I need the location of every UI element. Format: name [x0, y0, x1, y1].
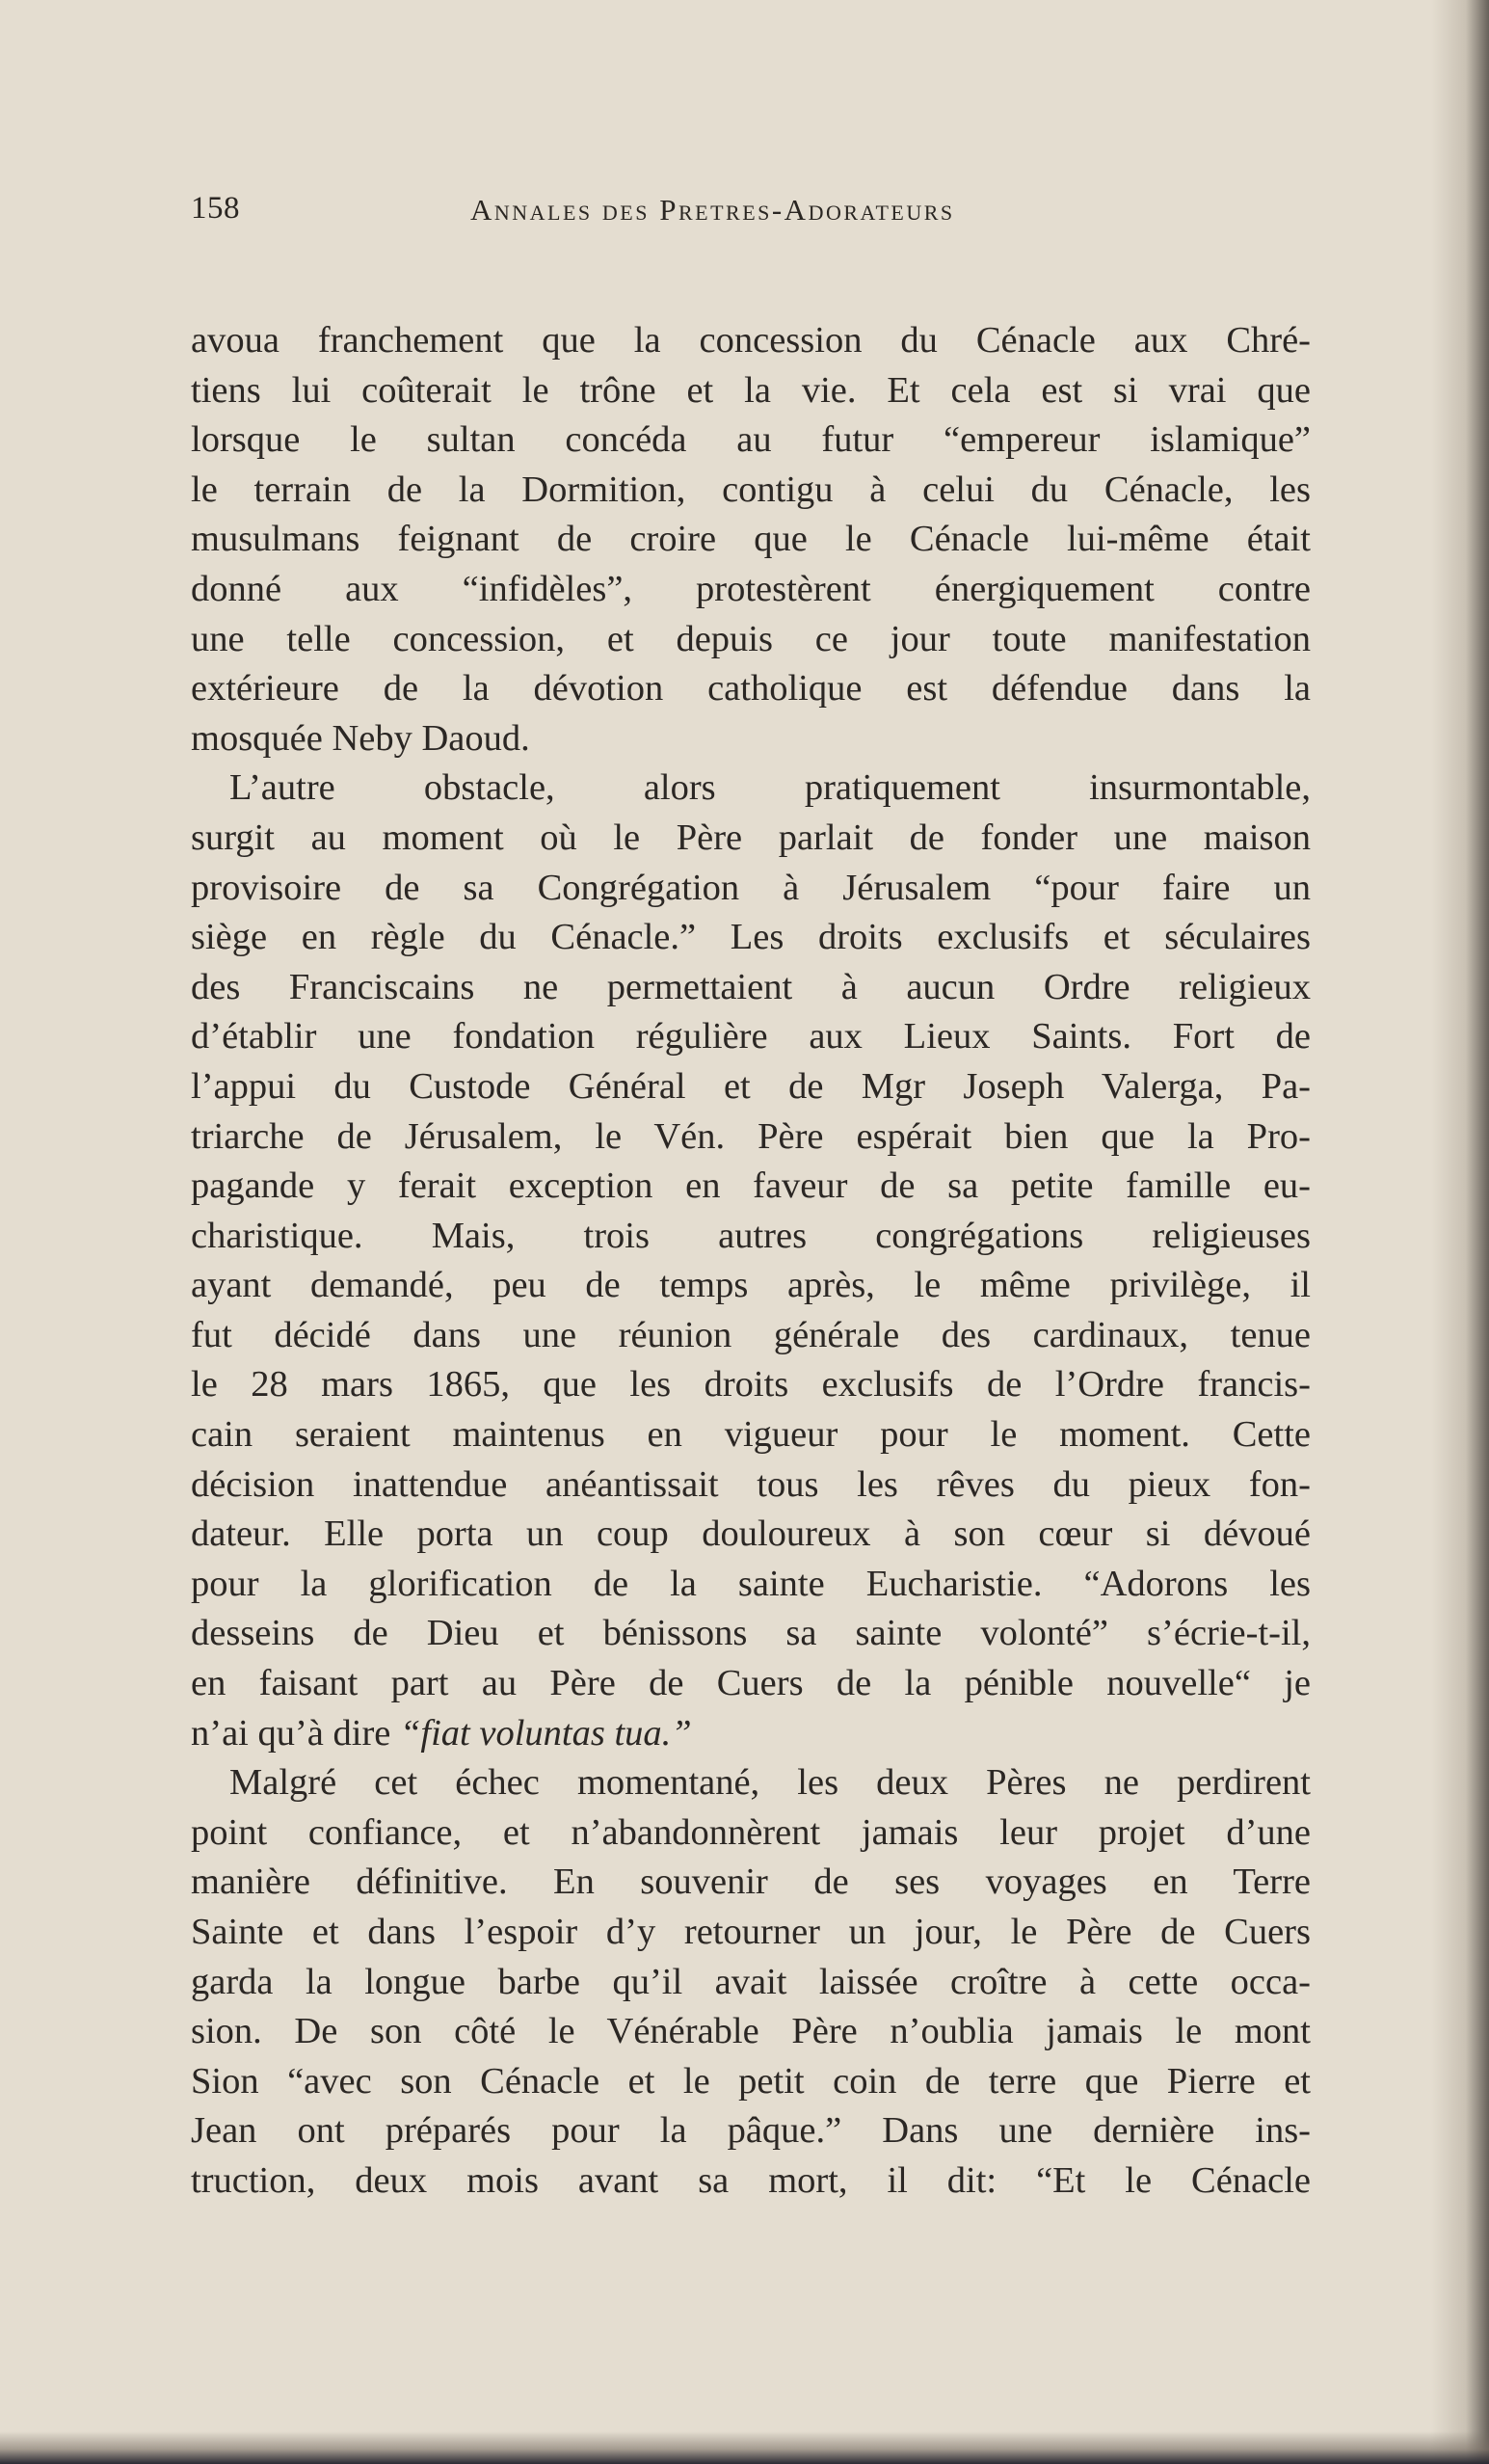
page-header	[191, 191, 1299, 239]
text-line: cain seraient maintenus en vigueur pour le moment. Cette	[191, 1414, 1311, 1456]
paragraph	[191, 763, 1311, 1758]
text-line: avoua franchement que la concession du Cénacle aux Chré-	[191, 320, 1311, 361]
text-line: point confiance, et n’abandonnèrent jamais leur projet d’une	[191, 1811, 1311, 1853]
text-line: une telle concession, et depuis ce jour toute manifestation	[191, 618, 1311, 659]
text-line: dateur. Elle porta un coup douloureux à son cœur si dévoué	[191, 1513, 1311, 1555]
body-text	[191, 316, 1311, 2207]
text-line: tiens lui coûterait le trône et la vie. Et cela est si vrai que	[191, 369, 1311, 411]
text-line: Malgré cet échec momentané, les deux Pères ne perdirent	[229, 1762, 1311, 1804]
running-head: Annales des Pretres-Adorateurs	[470, 193, 955, 227]
text-line: le terrain de la Dormition, contigu à celui du Cénacle, les	[191, 469, 1311, 510]
text-line: le 28 mars 1865, que les droits exclusifs de l’Ordre francis-	[191, 1364, 1311, 1406]
text-line: Sainte et dans l’espoir d’y retourner un jour, le Père de Cuers	[191, 1912, 1311, 1952]
text-line: L’autre obstacle, alors pratiquement insurmontable,	[229, 767, 1311, 809]
text-line: Sion “avec son Cénacle et le petit coin de terre que Pierre et	[191, 2060, 1311, 2102]
text-line: fut décidé dans une réunion générale des cardinaux, tenue	[191, 1314, 1311, 1355]
text-line: extérieure de la dévotion catholique est défendue dans la	[191, 668, 1311, 710]
page-gutter-shadow	[1431, 0, 1489, 2464]
page-bottom-edge	[0, 2431, 1489, 2464]
text-line: en faisant part au Père de Cuers de la pénible nouvelle“ je	[191, 1663, 1311, 1704]
text-line: l’appui du Custode Général et de Mgr Joseph Valerga, Pa-	[191, 1065, 1311, 1107]
text-line: desseins de Dieu et bénissons sa sainte volonté” s’écrie-t-il,	[191, 1613, 1311, 1654]
text-line: Jean ont préparés pour la pâque.” Dans une dernière ins-	[191, 2110, 1311, 2152]
paragraph	[191, 1758, 1311, 2206]
text-line: des Franciscains ne permettaient à aucun Ordre religieux	[191, 966, 1311, 1007]
text-line: triarche de Jérusalem, le Vén. Père espérait bien que la Pro-	[191, 1115, 1311, 1157]
page-number: 158	[191, 191, 240, 226]
text-line: truction, deux mois avant sa mort, il dit: “Et le Cénacle	[191, 2159, 1311, 2201]
text-line: pagande y ferait exception en faveur de sa petite famille eu-	[191, 1165, 1311, 1207]
text-line: donné aux “infidèles”, protestèrent énergiquement contre	[191, 568, 1311, 609]
text-line: surgit au moment où le Père parlait de fonder une maison	[191, 817, 1311, 858]
text-line: sion. De son côté le Vénérable Père n’oublia jamais le mont	[191, 2011, 1311, 2052]
latin-quote: “fiat voluntas tua.”	[400, 1712, 692, 1754]
text-line: provisoire de sa Congrégation à Jérusalem “pour faire un	[191, 867, 1311, 908]
text-line: siège en règle du Cénacle.” Les droits exclusifs et séculaires	[191, 917, 1311, 958]
text-line: d’établir une fondation régulière aux Lieux Saints. Fort de	[191, 1016, 1311, 1058]
text-line: ayant demandé, peu de temps après, le même privilège, il	[191, 1265, 1311, 1306]
text-line	[191, 1709, 1311, 1759]
text-line: lorsque le sultan concéda au futur “empereur islamique”	[191, 419, 1311, 461]
text-line: mosquée Neby Daoud.	[191, 717, 530, 759]
text-line: pour la glorification de la sainte Eucharistie. “Adorons les	[191, 1563, 1311, 1604]
text-line: charistique. Mais, trois autres congrégations religieuses	[191, 1215, 1311, 1256]
text-line-prefix: n’ai qu’à dire	[191, 1712, 400, 1754]
text-line: manière définitive. En souvenir de ses voyages en Terre	[191, 1861, 1311, 1903]
text-line: garda la longue barbe qu’il avait laissée croître à cette occa-	[191, 1961, 1311, 2002]
text-line: décision inattendue anéantissait tous les rêves du pieux fon-	[191, 1463, 1311, 1505]
text-line: musulmans feignant de croire que le Cénacle lui-même était	[191, 519, 1311, 560]
paragraph	[191, 316, 1311, 763]
